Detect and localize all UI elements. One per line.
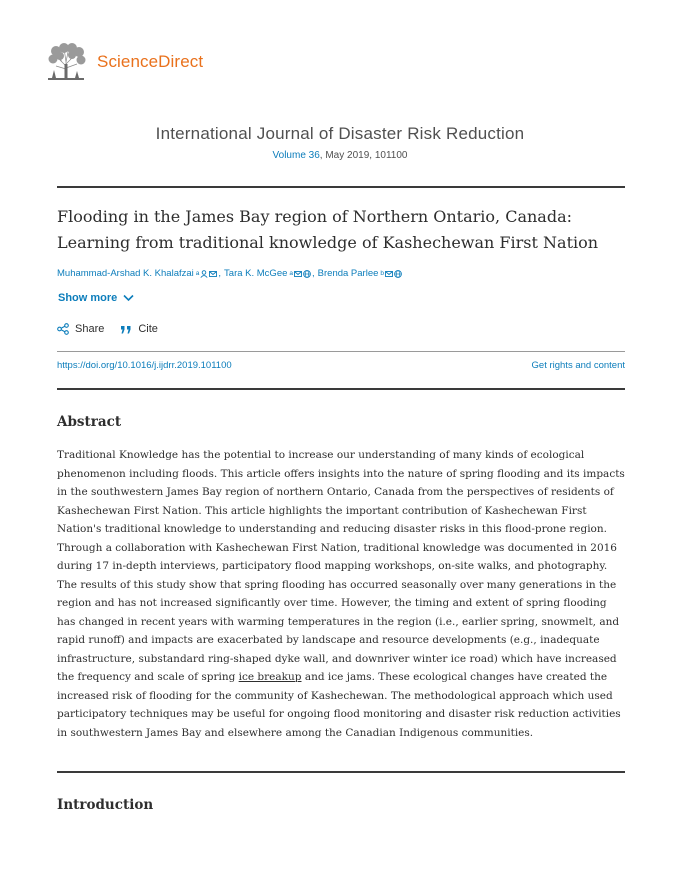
volume-info [0,150,680,161]
cite-button[interactable] [120,323,158,335]
author-separator: , [218,268,222,279]
abstract-text-part2: and ice jams. These ecological changes have created the increased risk of flooding for the community of Kashechewan. The methodological approach which used participatory techniques may be useful for ongoing flood monitoring and disaster risk reduction activities in southwestern James Bay and elsewhere among the Canadian Indigenous communities. [57,671,621,739]
elsevier-tree-logo[interactable] [44,42,88,82]
article-title-line2: Learning from traditional knowledge of Kashechewan First Nation [57,233,599,252]
article-title [57,204,637,256]
abstract-text-part1: Traditional Knowledge has the potential to increase our understanding of many kinds of ecological phenomenon including floods. This article offers insights into the nature of spring flooding and its impacts in the southwestern James Bay region of northern Ontario, Canada from the perspectives of residents of Kashechewan First Nation. This article highlights the important contribution of Kashechewan First Nation's traditional knowledge to understanding and reducing disaster risks in this flood-prone region. Through a collaboration with Kashechewan First Nation, traditional knowledge was documented in 2016 during 17 in-depth interviews, participatory flood mapping workshops, on-site walks, and photography. The results of this study show that spring flooding has occurred seasonally over many generations in the region and has not increased significantly over time. However, the timing and extent of spring flooding has changed in recent years with warming temperatures in the region (i.e., earlier spring, snowmelt, and rapid runoff) and impacts are exacerbated by landscape and resource developments (e.g., inadequate infrastructure, substandard ring-shaped dyke wall, and downriver winter ice road) which have increased the frequency and scale of spring [57,449,625,683]
divider-doi-bottom [57,388,625,390]
author-separator: , [312,268,315,279]
mail-icon[interactable] [294,270,302,278]
mail-icon[interactable] [385,270,393,278]
abstract-heading: Abstract [57,414,122,430]
affiliation-mark[interactable]: a [195,270,200,277]
share-button[interactable] [57,323,104,335]
share-icon [57,323,69,335]
author-name[interactable]: Muhammad-Arshad K. Khalafzai [57,268,194,279]
share-label: Share [75,323,105,335]
person-icon[interactable] [200,270,208,278]
volume-details: , May 2019, 101100 [319,150,408,161]
author-name[interactable]: Brenda Parlee [317,268,379,279]
affiliation-mark[interactable]: a [289,270,294,277]
journal-title[interactable]: International Journal of Disaster Risk Reduction [155,124,525,143]
article-title-line1: Flooding in the James Bay region of Northern Ontario, Canada: [57,207,573,226]
affiliation-mark[interactable]: b [380,270,385,277]
introduction-heading: Introduction [57,797,154,813]
show-more-label: Show more [58,292,118,304]
author-name[interactable]: Tara K. McGee [224,268,288,279]
quote-icon [120,324,132,335]
author-list [57,268,403,279]
chevron-down-icon [123,294,134,302]
divider-top [57,186,625,188]
globe-icon[interactable] [303,270,311,278]
mail-icon[interactable] [209,270,217,278]
brand-name[interactable]: ScienceDirect [97,52,204,71]
cite-label: Cite [138,323,158,335]
doi-link[interactable]: https://doi.org/10.1016/j.ijdrr.2019.101100 [57,360,232,371]
article-actions [57,323,174,335]
rights-link[interactable]: Get rights and content [531,360,625,371]
volume-link[interactable]: Volume 36 [272,150,320,161]
abstract-text [57,446,627,742]
divider-abstract-bottom [57,771,625,773]
divider-doi-top [57,351,625,352]
globe-icon[interactable] [394,270,402,278]
show-more-button[interactable] [58,292,134,304]
site-header [44,42,203,82]
ice-breakup-link[interactable]: ice breakup [238,671,302,683]
